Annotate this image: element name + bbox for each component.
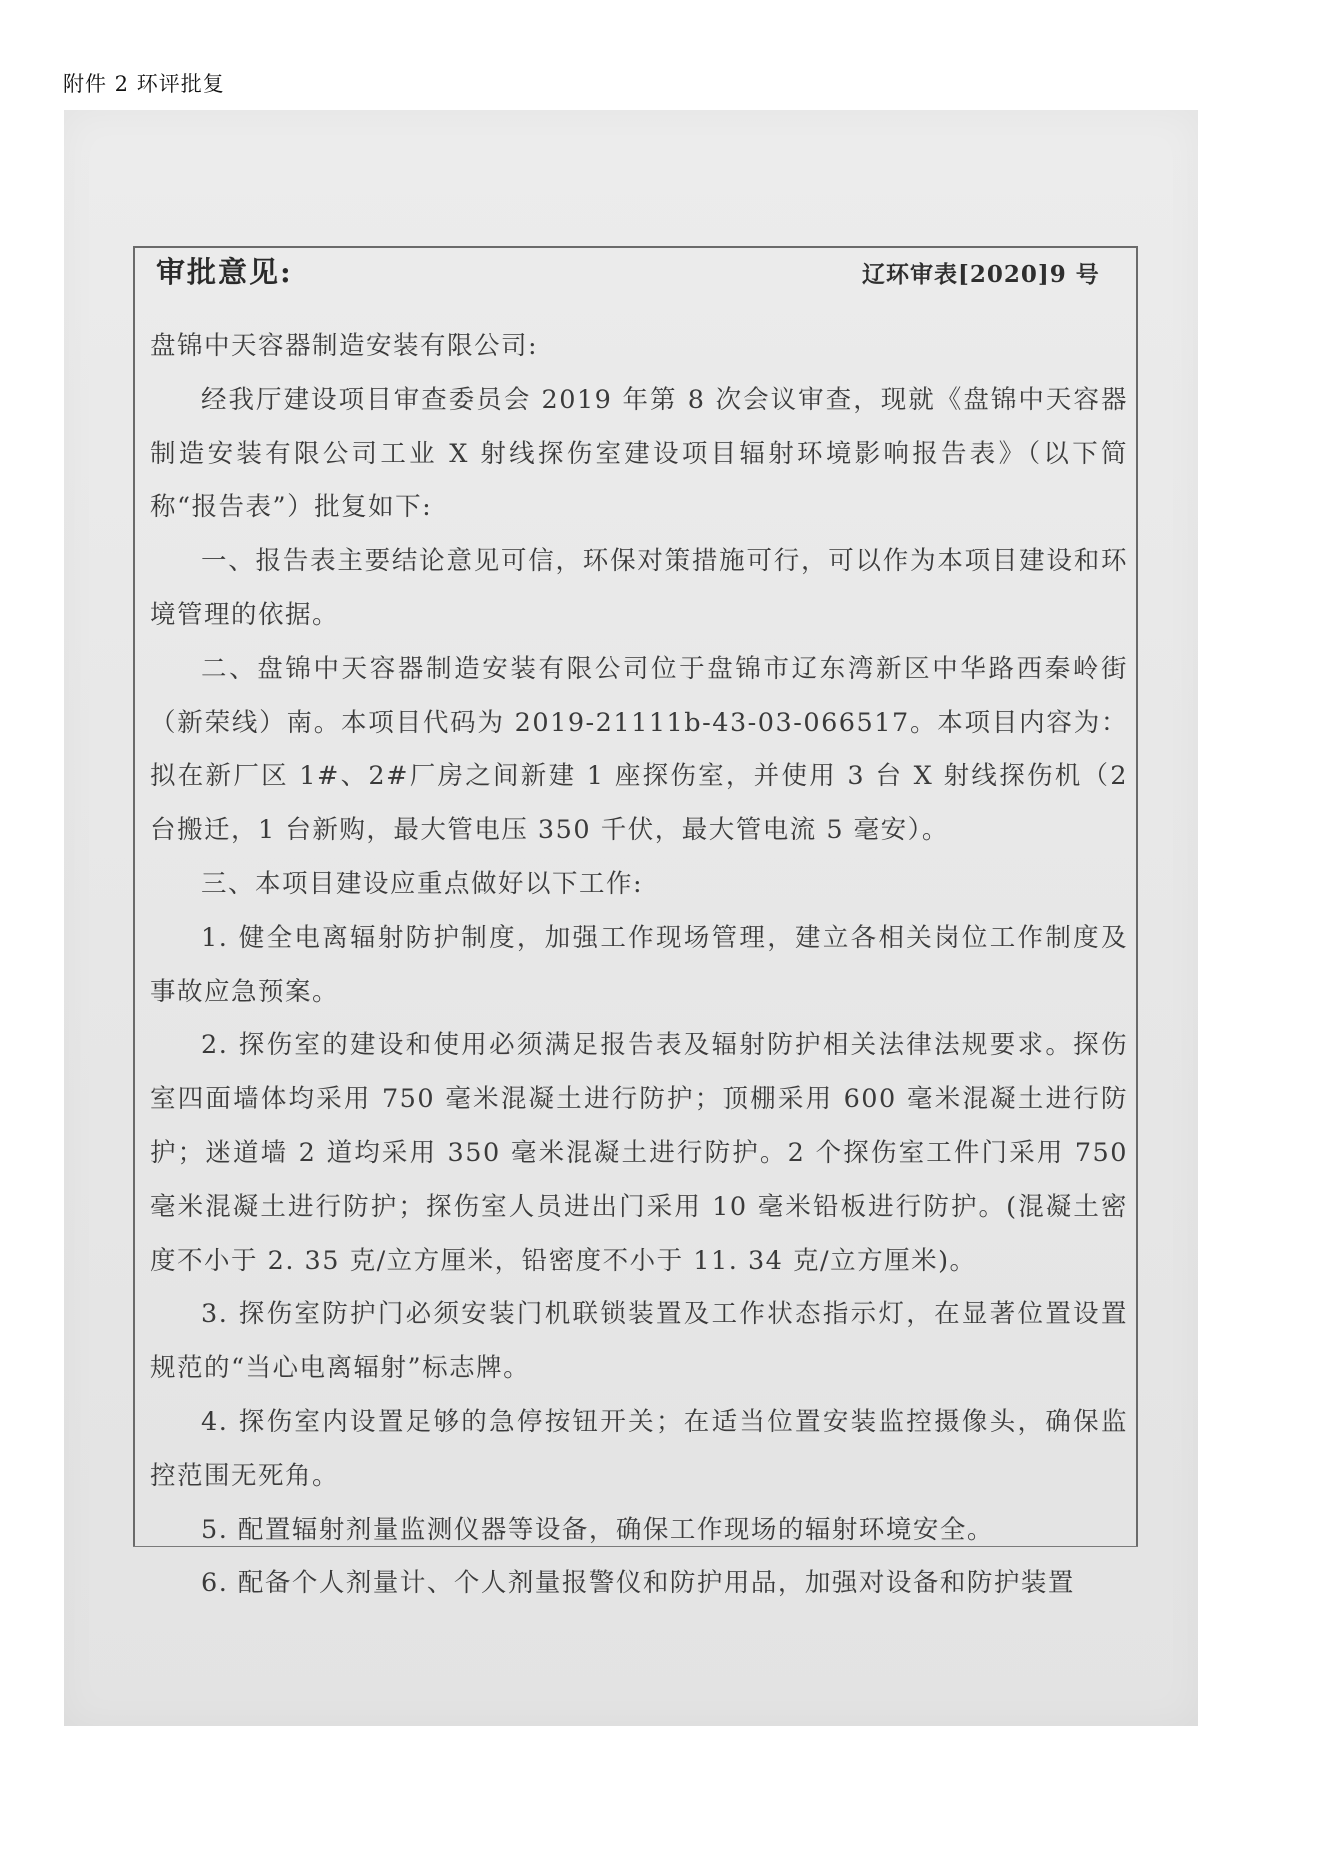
body-paragraph: 一、报告表主要结论意见可信，环保对策措施可行，可以作为本项目建设和环境管理的依据。 bbox=[150, 546, 1128, 630]
body-paragraph: 三、本项目建设应重点做好以下工作: bbox=[201, 868, 644, 899]
body-paragraph: 经我厅建设项目审查委员会 2019 年第 8 次会议审查，现就《盘锦中天容器制造安装有限公司工业 X 射线探伤室建设项目辐射环境影响报告表》（以下简称“报告表”）批复如下: bbox=[150, 384, 1128, 523]
approval-body bbox=[150, 320, 1128, 1611]
body-paragraph: 4. 探伤室内设置足够的急停按钮开关；在适当位置安装监控摄像头，确保监控范围无死角。 bbox=[150, 1406, 1128, 1491]
body-paragraph: 2. 探伤室的建设和使用必须满足报告表及辐射防护相关法律法规要求。探伤室四面墙体均采用 750 毫米混凝土进行防护；顶棚采用 600 毫米混凝土进行防护；迷道墙 2 道均采用 350 毫米混凝土进行防护。2 个探伤室工件门采用 750 毫米混凝土进行防护；探伤室人员进出门采用 10 毫米铅板进行防护。(混凝土密度不小于 2. 35 克/立方厘米，铅密度不小于 11. 34 克/立方厘米)。 bbox=[150, 1030, 1128, 1276]
body-paragraph: 6. 配备个人剂量计、个人剂量报警仪和防护用品，加强对设备和防护装置 bbox=[201, 1568, 1075, 1599]
addressee-line: 盘锦中天容器制造安装有限公司: bbox=[150, 331, 539, 361]
body-paragraph: 5. 配置辐射剂量监测仪器等设备，确保工作现场的辐射环境安全。 bbox=[201, 1514, 994, 1545]
body-paragraph: 3. 探伤室防护门必须安装门机联锁装置及工作状态指示灯，在显著位置设置规范的“当心电离辐射”标志牌。 bbox=[150, 1299, 1128, 1384]
body-paragraph: 1. 健全电离辐射防护制度，加强工作现场管理，建立各相关岗位工作制度及事故应急预案。 bbox=[150, 922, 1128, 1007]
body-paragraph: 二、盘锦中天容器制造安装有限公司位于盘锦市辽东湾新区中华路西秦岭街（新荣线）南。本项目代码为 2019-21111b-43-03-066517。本项目内容为：拟在新厂区 1#、2#厂房之间新建 1 座探伤室，并使用 3 台 X 射线探伤机（2 台搬迁，1 台新购，最大管电压 350 千伏，最大管电流 5 毫安）。 bbox=[150, 653, 1128, 846]
approval-opinion-title: 审批意见: bbox=[156, 255, 293, 289]
document-number: 辽环审表[2020]9 号 bbox=[862, 261, 1100, 288]
attachment-label: 附件 2 环评批复 bbox=[63, 72, 225, 96]
